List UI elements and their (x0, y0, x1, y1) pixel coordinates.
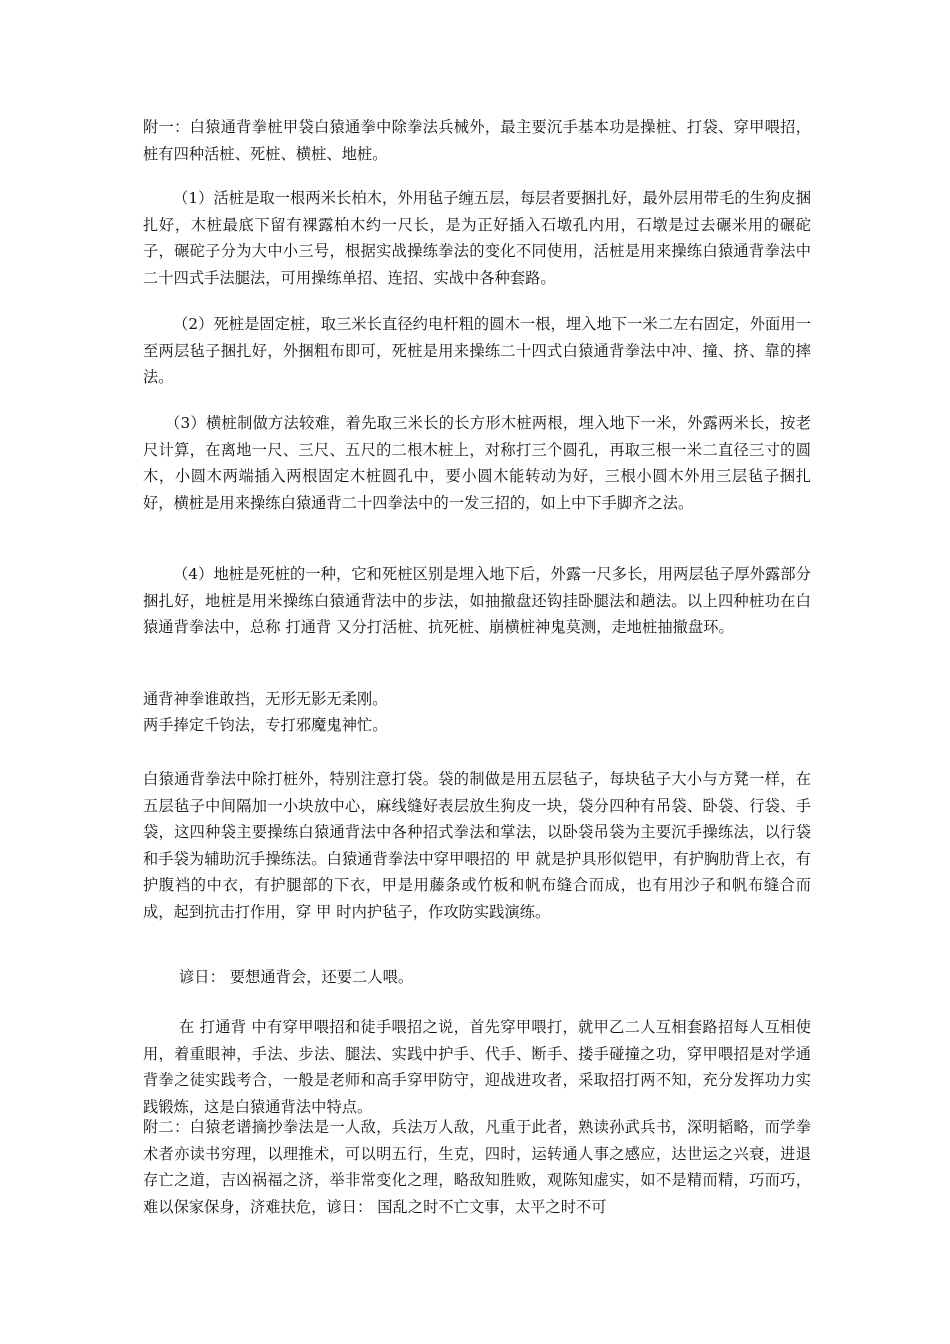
paragraph-live-stake: （1）活桩是取一根两米长柏木，外用毡子缠五层，每层者要捆扎好，最外层用带毛的生狗皮捆扎好，木桩最底下留有裸露柏木约一尺长，是为正好插入石墩孔内用，石墩是过去碾米用的碾砣子，碾砣子分为大中小三号，根据实战操练拳法的变化不同使用，活桩是用来操练白猿通背拳法中二十四式手法腿法，可用操练单招、连招、实战中各种套路。 (143, 189, 811, 287)
paragraph-horizontal-stake: （3）横桩制做方法较难，着先取三米长的长方形木桩两根，埋入地下一米，外露两米长，按老尺计算，在离地一尺、三尺、五尺的二根木桩上，对称打三个圆孔，再取三根一米二直径三寸的圆木，小圆木两端插入两根固定木桩圆孔中，要小圆木能转动为好，三根小圆木外用三层毡子捆扎好，横桩是用来操练白猿通背二十四拳法中的一发三招的，如上中下手脚齐之法。 (143, 414, 811, 512)
proverb-line: 谚日： 要想通背会，还要二人喂。 (179, 968, 414, 986)
paragraph-dead-stake: （2）死桩是固定桩，取三米长直径约电杆粗的圆木一根，埋入地下一米二左右固定，外面用一至两层毡子捆扎好，外捆粗布即可，死桩是用来操练二十四式白猿通背拳法中冲、撞、挤、靠的摔法。 (143, 315, 811, 386)
verse-line-2: 两手捧定千钧法，专打邪魔鬼神忙。 (143, 716, 388, 734)
paragraph-armor-sparring: 在 打通背 中有穿甲喂招和徒手喂招之说，首先穿甲喂打，就甲乙二人互相套路招每人互相使用，着重眼神，手法、步法、腿法、实践中护手、代手、断手、搂手碰撞之功，穿甲喂招是对学通背拳之徒实践考合，一般是老师和高手穿甲防守，迎战进攻者，采取招打两不知，充分发挥功力实践锻炼，这是白猿通背法中特点。 (143, 1018, 811, 1116)
paragraph-ground-stake: （4）地桩是死桩的一种，它和死桩区别是埋入地下后，外露一尺多长，用两层毡子厚外露部分捆扎好，地桩是用米操练白猿通背法中的步法，如抽撤盘还钩挂卧腿法和趟法。以上四种桩功在白猿通背拳法中，总称 打通背 又分打活桩、抗死桩、崩横桩神鬼莫测，走地桩抽撤盘环。 (143, 565, 811, 636)
paragraph-bag-training: 白猿通背拳法中除打桩外，特别注意打袋。袋的制做是用五层毡子，每块毡子大小与方凳一样，在五层毡子中间隔加一小块放中心，麻线缝好表层放生狗皮一块，袋分四种有吊袋、卧袋、行袋、手袋，这四种袋主要操练白猿通背法中各种招式拳法和掌法，以卧袋吊袋为主要沉手操练法，以行袋和手袋为辅助沉手操练法。白猿通背拳法中穿甲喂招的 甲 就是护具形似铠甲，有护胸肋背上衣，有护腹裆的中衣，有护腿部的下衣，甲是用藤条或竹板和帆布缝合而成，也有用沙子和帆布缝合而成，起到抗击打作用，穿 甲 时内护毡子，作攻防实践演练。 (143, 770, 811, 921)
appendix-one-intro: 附一：白猿通背拳桩甲袋白猿通拳中除拳法兵械外，最主要沉手基本功是操桩、打袋、穿甲喂招，桩有四种活桩、死桩、横桩、地桩。 (143, 118, 811, 163)
verse-line-1: 通背神拳谁敢挡，无形无影无柔刚。 (143, 690, 388, 708)
appendix-two-intro: 附二：白猿老谱摘抄拳法是一人敌，兵法万人敌，凡重于此者，熟读孙武兵书，深明韬略，而学拳术者亦读书穷理，以理推术，可以明五行，生克，四时，运转通人事之感应，达世运之兴衰，进退存亡之道，吉凶祸福之济，举非常变化之理，略敌知胜败，观陈知虚实，如不是精而精，巧而巧，难以保家保身，济难扶危，谚日： 国乱之时不亡文事，太平之时不可 (143, 1118, 811, 1216)
